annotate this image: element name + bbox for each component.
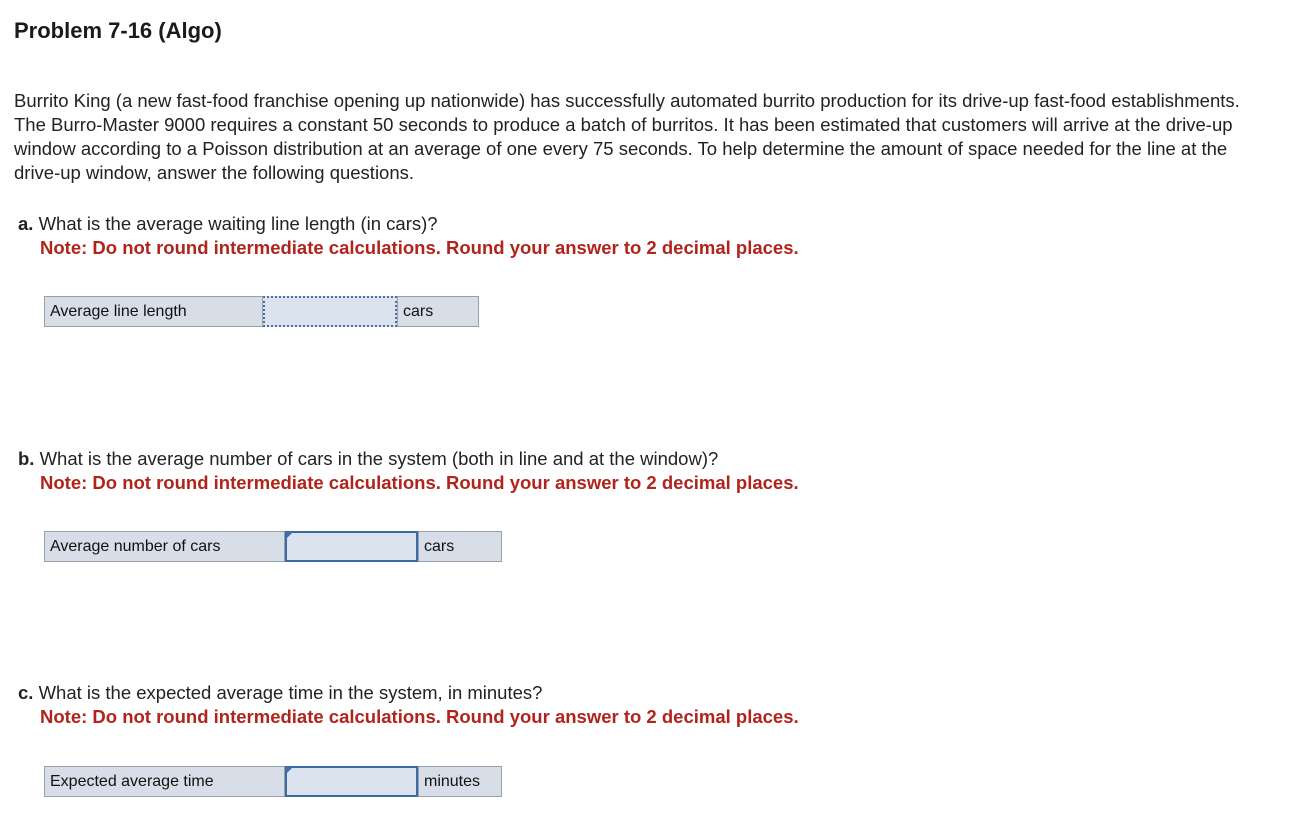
part-b-question (18, 447, 799, 495)
average-line-length-input[interactable] (263, 296, 397, 327)
part-b-unit: cars (418, 531, 502, 562)
part-b-note: Note: Do not round intermediate calculations. Round your answer to 2 decimal places. (40, 472, 799, 493)
part-a-input-wrap (263, 296, 397, 327)
part-a-note: Note: Do not round intermediate calculations. Round your answer to 2 decimal places. (40, 237, 799, 258)
part-b-letter: b. (18, 448, 35, 469)
part-c-label: Expected average time (44, 766, 285, 797)
part-c-letter: c. (18, 682, 34, 703)
part-b-question-text: What is the average number of cars in the system (both in line and at the window)? (39, 448, 719, 469)
expected-average-time-input[interactable] (285, 766, 418, 797)
part-c-answer-row (44, 766, 502, 797)
part-a-label: Average line length (44, 296, 263, 327)
part-c-input-wrap (285, 766, 418, 797)
part-b-label: Average number of cars (44, 531, 285, 562)
problem-title: Problem 7-16 (Algo) (14, 18, 222, 43)
part-a-unit: cars (397, 296, 479, 327)
average-number-of-cars-input[interactable] (285, 531, 418, 562)
problem-intro: Burrito King (a new fast-food franchise opening up nationwide) has successfully automated burrito production for its drive-up fast-food establishments. The Burro-Master 9000 requires a constant 50 seconds to produce a batch of burritos. It has been estimated that customers will arrive at the drive-up window according to a Poisson distribution at an average of one every 75 seconds. To help determine the amount of space needed for the line at the drive-up window, answer the following questions. (14, 90, 1240, 183)
part-c-question (18, 681, 799, 729)
part-c-note: Note: Do not round intermediate calculations. Round your answer to 2 decimal places. (40, 706, 799, 727)
part-a-letter: a. (18, 213, 34, 234)
part-c-question-text: What is the expected average time in the system, in minutes? (38, 682, 543, 703)
part-b-input-wrap (285, 531, 418, 562)
part-a-answer-row (44, 296, 479, 327)
part-a-question-text: What is the average waiting line length (in cars)? (38, 213, 438, 234)
part-a-question (18, 212, 799, 260)
part-c-unit: minutes (418, 766, 502, 797)
part-b-answer-row (44, 531, 502, 562)
